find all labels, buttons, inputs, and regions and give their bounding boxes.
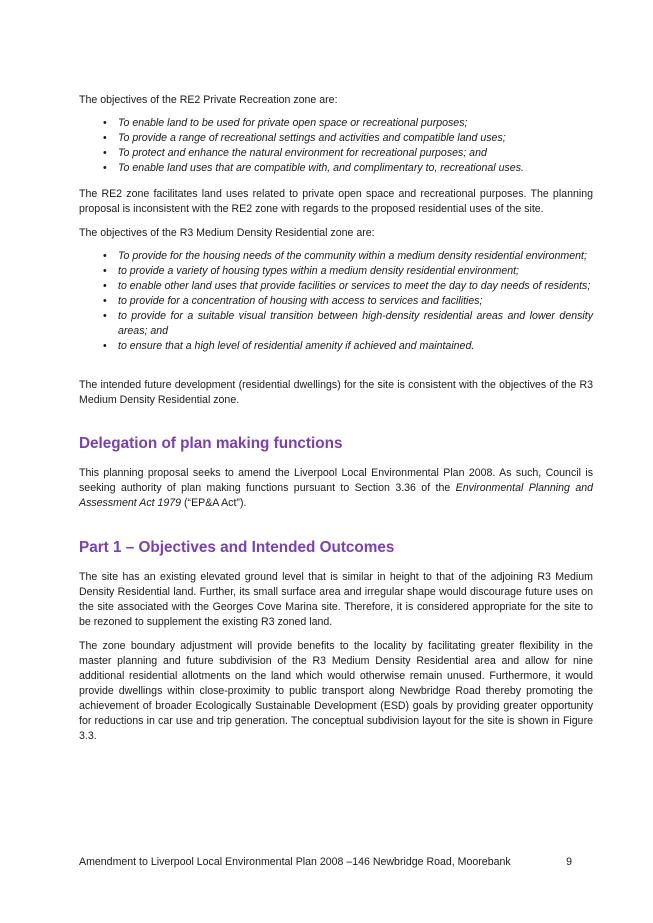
part1-paragraph-2: The zone boundary adjustment will provide benefits to the locality by facilitating greater flexibility in the master planning and future subdivision of the R3 Medium Density Residential area and allow for nine additional residential allotments on the land which would otherwise remain unused. Furthermore, it would provide dwellings within close-proximity to public transport along Newbridge Road thereby promoting the achievement of broader Ecologically Sustainable Development (ESD) goals by providing greater opportunity for reductions in car use and trip generation. The conceptual subdivision layout for the site is shown in Figure 3.3. <box>79 640 593 742</box>
list-item: • to provide for a suitable visual transition between high-density residential areas and lower density areas; and <box>79 309 593 339</box>
page-footer <box>79 855 572 870</box>
r3-objectives-list <box>79 249 593 354</box>
list-item: • to ensure that a high level of residential amenity if achieved and maintained. <box>79 339 593 354</box>
list-item: • To provide for the housing needs of the community within a medium density residential environment; <box>79 249 593 264</box>
re2-objectives-list <box>79 116 593 176</box>
list-item: • to provide for a concentration of housing with access to services and facilities; <box>79 294 593 309</box>
delegation-text-before: This planning proposal seeks to amend the Liverpool Local Environmental Plan 2008. As such, Council is seeking authority of plan making functions pursuant to Section 3.36 of the <box>79 467 593 494</box>
list-item: • To provide a range of recreational settings and activities and compatible land uses; <box>79 131 593 146</box>
footer-title: Amendment to Liverpool Local Environmental Plan 2008 –146 Newbridge Road, Moorebank <box>79 856 511 868</box>
list-item: • to provide a variety of housing types within a medium density residential environment; <box>79 264 593 279</box>
re2-objectives-intro: The objectives of the RE2 Private Recreation zone are: <box>79 94 338 106</box>
list-item: • To enable land uses that are compatible with, and complimentary to, recreational uses. <box>79 161 593 176</box>
list-item: • To enable land to be used for private open space or recreational purposes; <box>79 116 593 131</box>
list-item: • To protect and enhance the natural environment for recreational purposes; and <box>79 146 593 161</box>
delegation-text-after: (“EP&A Act”). <box>181 497 247 509</box>
delegation-heading: Delegation of plan making functions <box>79 435 343 452</box>
delegation-paragraph <box>79 466 593 511</box>
list-item: • to enable other land uses that provide facilities or services to meet the day to day needs of residents; <box>79 279 593 294</box>
part1-heading: Part 1 – Objectives and Intended Outcomes <box>79 539 395 556</box>
page-number: 9 <box>566 856 572 868</box>
r3-summary-paragraph: The intended future development (residential dwellings) for the site is consistent with the objectives of the R3 Medium Density Residential zone. <box>79 379 593 406</box>
act-title: Environmental Planning and Assessment Act 1979 <box>79 482 593 509</box>
r3-objectives-intro: The objectives of the R3 Medium Density Residential zone are: <box>79 227 375 239</box>
re2-summary-paragraph: The RE2 zone facilitates land uses related to private open space and recreational purposes. The planning proposal is inconsistent with the RE2 zone with regards to the proposed residential uses of the site. <box>79 188 593 215</box>
part1-paragraph-1: The site has an existing elevated ground level that is similar in height to that of the adjoining R3 Medium Density Residential land. Further, its small surface area and irregular shape would discourage future uses on the site associated with the Georges Cove Marina site. Therefore, it is considered appropriate for the site to be rezoned to supplement the existing R3 zoned land. <box>79 571 593 628</box>
document-body <box>79 93 593 744</box>
